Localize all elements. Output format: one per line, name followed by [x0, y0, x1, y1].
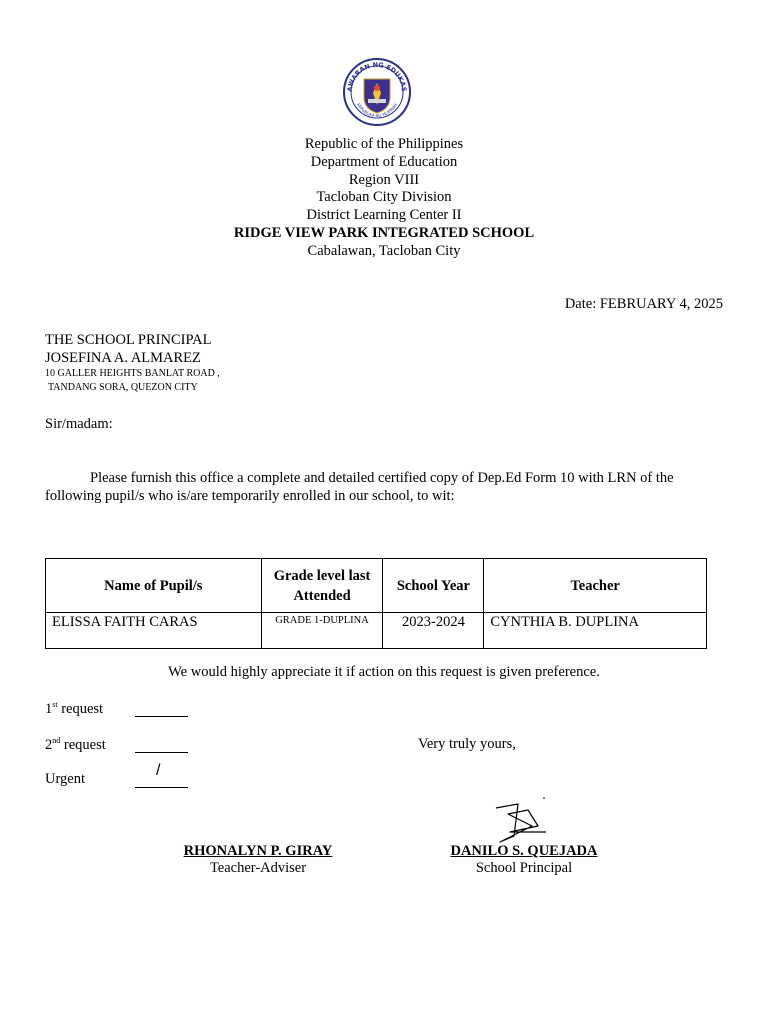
urgent-label: Urgent — [45, 771, 86, 787]
adviser-name: RHONALYN P. GIRAY — [183, 843, 333, 859]
seal-top-text: AWARAN NG EDUKAS — [345, 60, 409, 93]
header-division: Tacloban City Division — [316, 189, 452, 206]
header-school-name: RIDGE VIEW PARK INTEGRATED SCHOOL — [233, 224, 535, 241]
table-header-teacher: Teacher — [484, 559, 707, 613]
first-request-text: request — [57, 700, 104, 717]
pupil-table — [45, 558, 707, 649]
body-paragraph-text: Please furnish this office a complete and detailed certified copy of Dep.Ed Form 10 with LRN of the following pupil/s who is/are temporarily enrolled in our school, to wit: — [45, 470, 674, 504]
recipient-block — [45, 332, 220, 394]
second-request-blank — [135, 736, 188, 753]
principal-role: School Principal — [475, 860, 573, 876]
second-request-label — [45, 736, 106, 754]
adviser-signature-block — [168, 843, 348, 877]
first-request-suffix: st — [52, 700, 58, 709]
second-request-number: 2 — [45, 736, 53, 753]
pupil-name-cell: ELISSA FAITH CARAS — [46, 613, 262, 649]
deped-seal — [342, 57, 412, 127]
body-paragraph — [45, 469, 715, 505]
letterhead — [0, 136, 768, 261]
table-header-row — [46, 559, 707, 613]
recipient-title: THE SCHOOL PRINCIPAL — [45, 332, 212, 348]
principal-name: DANILO S. QUEJADA — [450, 843, 598, 859]
teacher-cell: CYNTHIA B. DUPLINA — [484, 613, 707, 649]
grade-level-cell: GRADE 1-DUPLINA — [261, 613, 383, 649]
appreciation-text: We would highly appreciate it if action on this request is given preference. — [168, 664, 600, 680]
school-year-cell: 2023-2024 — [383, 613, 484, 649]
recipient-name: JOSEFINA A. ALMAREZ — [45, 349, 201, 366]
header-school-address: Cabalawan, Tacloban City — [307, 242, 461, 259]
closing-text: Very truly yours, — [418, 736, 516, 752]
second-request-suffix: nd — [52, 736, 61, 745]
adviser-role: Teacher-Adviser — [209, 860, 307, 876]
table-header-school-year: School Year — [383, 559, 484, 613]
table-header-name: Name of Pupil/s — [46, 559, 262, 613]
letter-date: Date: FEBRUARY 4, 2025 — [564, 296, 723, 312]
table-row — [46, 613, 707, 649]
principal-signature-block — [434, 843, 614, 877]
seal-bottom-text: REPUBLIKA NG PILIPINAS — [356, 102, 398, 119]
first-request-blank — [135, 700, 188, 717]
table-header-grade: Grade level last Attended — [261, 559, 383, 613]
urgent-check-mark: / — [156, 762, 161, 779]
urgent-blank — [135, 771, 188, 788]
recipient-address-line1: 10 GALLER HEIGHTS BANLAT ROAD , — [45, 368, 220, 379]
salutation: Sir/madam: — [45, 416, 113, 432]
first-request-number: 1 — [45, 700, 53, 717]
recipient-address-line2: TANDANG SORA, QUEZON CITY — [48, 381, 198, 393]
second-request-text: request — [60, 736, 106, 753]
header-region: Region VIII — [348, 171, 420, 188]
header-department: Department of Education — [310, 153, 458, 170]
header-district: District Learning Center II — [306, 207, 462, 224]
header-republic: Republic of the Philippines — [304, 136, 464, 152]
first-request-label — [45, 700, 103, 718]
